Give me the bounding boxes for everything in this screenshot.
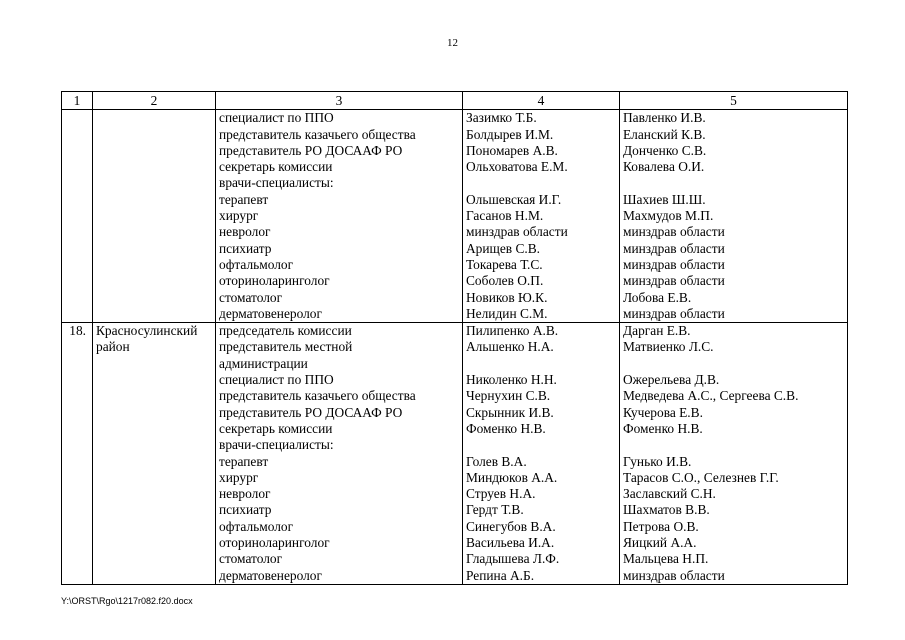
row-number-cell: 18. (62, 323, 93, 585)
cell-line: Струев Н.А. (466, 486, 536, 502)
cell-line: Ольховатова Е.М. (466, 159, 568, 175)
cell-line: Петрова О.В. (623, 518, 699, 534)
member-cell (463, 323, 620, 585)
cell-line: председатель комиссии (219, 323, 352, 339)
cell-line: Болдырев И.М. (466, 126, 554, 142)
cell-line: офтальмолог (219, 518, 294, 534)
cell-line: минздрав области (623, 224, 725, 240)
cell-line: специалист по ППО (219, 372, 334, 388)
cell-line: минздрав области (623, 256, 725, 272)
cell-line: Ковалева О.И. (623, 159, 705, 175)
cell-line: представитель местной (219, 339, 353, 355)
table-row (62, 323, 848, 585)
cell-line: минздрав области (466, 224, 568, 240)
cell-line: стоматолог (219, 551, 283, 567)
cell-line: специалист по ППО (219, 110, 334, 126)
header-col-1: 1 (62, 92, 93, 110)
cell-line: Гердт Т.В. (466, 502, 524, 518)
cell-line: невролог (219, 486, 271, 502)
cell-line: Павленко И.В. (623, 110, 706, 126)
cell-line: Донченко С.В. (623, 142, 707, 158)
cell-line (466, 175, 616, 191)
cell-line: Синегубов В.А. (466, 518, 556, 534)
header-col-2: 2 (93, 92, 216, 110)
cell-line: Гладышева Л.Ф. (466, 551, 560, 567)
row-number-cell (62, 110, 93, 323)
position-cell (216, 323, 463, 585)
cell-line: Ожерельева Д.В. (623, 372, 720, 388)
reserve-member-cell (620, 323, 848, 585)
cell-line: Гунько И.В. (623, 453, 692, 469)
cell-line: Токарева Т.С. (466, 256, 543, 272)
cell-line: Яицкий А.А. (623, 535, 697, 551)
cell-line (623, 356, 844, 372)
cell-line: Репина А.Б. (466, 567, 535, 583)
cell-line: Пилипенко А.В. (466, 323, 559, 339)
cell-line: представитель РО ДОСААФ РО (219, 142, 403, 158)
member-cell (463, 110, 620, 323)
cell-line: Скрынник И.В. (466, 404, 554, 420)
cell-line: Пономарев А.В. (466, 142, 558, 158)
position-cell (216, 110, 463, 323)
cell-line: хирург (219, 469, 259, 485)
cell-line: дерматовенеролог (219, 567, 322, 583)
cell-line: администрации (219, 355, 308, 371)
header-col-4: 4 (463, 92, 620, 110)
cell-line: представитель казачьего общества (219, 126, 416, 142)
cell-line: Миндюков А.А. (466, 469, 558, 485)
cell-line (466, 437, 616, 453)
cell-line: Гасанов Н.М. (466, 208, 544, 224)
cell-line: представитель РО ДОСААФ РО (219, 404, 403, 420)
cell-line: врачи-специалисты: (219, 175, 334, 191)
cell-line: Лобова Е.В. (623, 289, 692, 305)
commission-table (61, 91, 848, 585)
cell-line: психиатр (219, 502, 272, 518)
cell-line: Шахиев Ш.Ш. (623, 191, 706, 207)
cell-line (623, 175, 844, 191)
cell-line: офтальмолог (219, 256, 294, 272)
cell-line: Заславский С.Н. (623, 486, 716, 502)
page-number: 12 (447, 37, 458, 49)
cell-line: терапевт (219, 191, 269, 207)
cell-line: Нелидин С.М. (466, 305, 548, 321)
header-col-5: 5 (620, 92, 848, 110)
district-cell (93, 323, 216, 585)
cell-line (623, 437, 844, 453)
cell-line: Фоменко Н.В. (623, 420, 703, 436)
cell-line: хирург (219, 208, 259, 224)
cell-line: Мальцева Н.П. (623, 551, 709, 567)
file-path-footer: Y:\ORST\Rgo\1217r082.f20.docx (61, 596, 193, 606)
cell-line: Николенко Н.Н. (466, 372, 557, 388)
cell-line: Ольшевская И.Г. (466, 191, 562, 207)
cell-line: минздрав области (623, 240, 725, 256)
cell-line: Дарган Е.В. (623, 323, 691, 339)
cell-line: район (96, 339, 130, 355)
cell-line: психиатр (219, 240, 272, 256)
cell-line: Матвиенко Л.С. (623, 339, 714, 355)
cell-line: Арищев С.В. (466, 240, 541, 256)
cell-line: Голев В.А. (466, 453, 527, 469)
cell-line: терапевт (219, 453, 269, 469)
cell-line: Тарасов С.О., Селезнев Г.Г. (623, 469, 779, 485)
cell-line: минздрав области (623, 305, 725, 321)
cell-line: секретарь комиссии (219, 420, 333, 436)
cell-line: Медведева А.С., Сергеева С.В. (623, 388, 799, 404)
cell-line: оториноларинголог (219, 273, 330, 289)
cell-line: Новиков Ю.К. (466, 289, 548, 305)
cell-line: Шахматов В.В. (623, 502, 710, 518)
cell-line: оториноларинголог (219, 535, 330, 551)
cell-line (466, 356, 616, 372)
cell-line: представитель казачьего общества (219, 388, 416, 404)
cell-line: Махмудов М.П. (623, 208, 714, 224)
cell-line: Зазимко Т.Б. (466, 110, 537, 126)
cell-line: секретарь комиссии (219, 159, 333, 175)
cell-line: минздрав области (623, 273, 725, 289)
reserve-member-cell (620, 110, 848, 323)
cell-line: Кучерова Е.В. (623, 404, 703, 420)
cell-line: Чернухин С.В. (466, 388, 551, 404)
cell-line: минздрав области (623, 567, 725, 583)
table-header-row (62, 92, 848, 110)
cell-line: Соболев О.П. (466, 273, 544, 289)
cell-line: дерматовенеролог (219, 305, 322, 321)
cell-line: Красносулинский (96, 323, 198, 339)
cell-line: Васильева И.А. (466, 535, 555, 551)
cell-line: врачи-специалисты: (219, 437, 334, 453)
cell-line: невролог (219, 224, 271, 240)
header-col-3: 3 (216, 92, 463, 110)
district-cell (93, 110, 216, 323)
cell-line: Еланский К.В. (623, 126, 706, 142)
table-row (62, 110, 848, 323)
cell-line: Фоменко Н.В. (466, 420, 546, 436)
cell-line: Альшенко Н.А. (466, 339, 554, 355)
cell-line: стоматолог (219, 289, 283, 305)
